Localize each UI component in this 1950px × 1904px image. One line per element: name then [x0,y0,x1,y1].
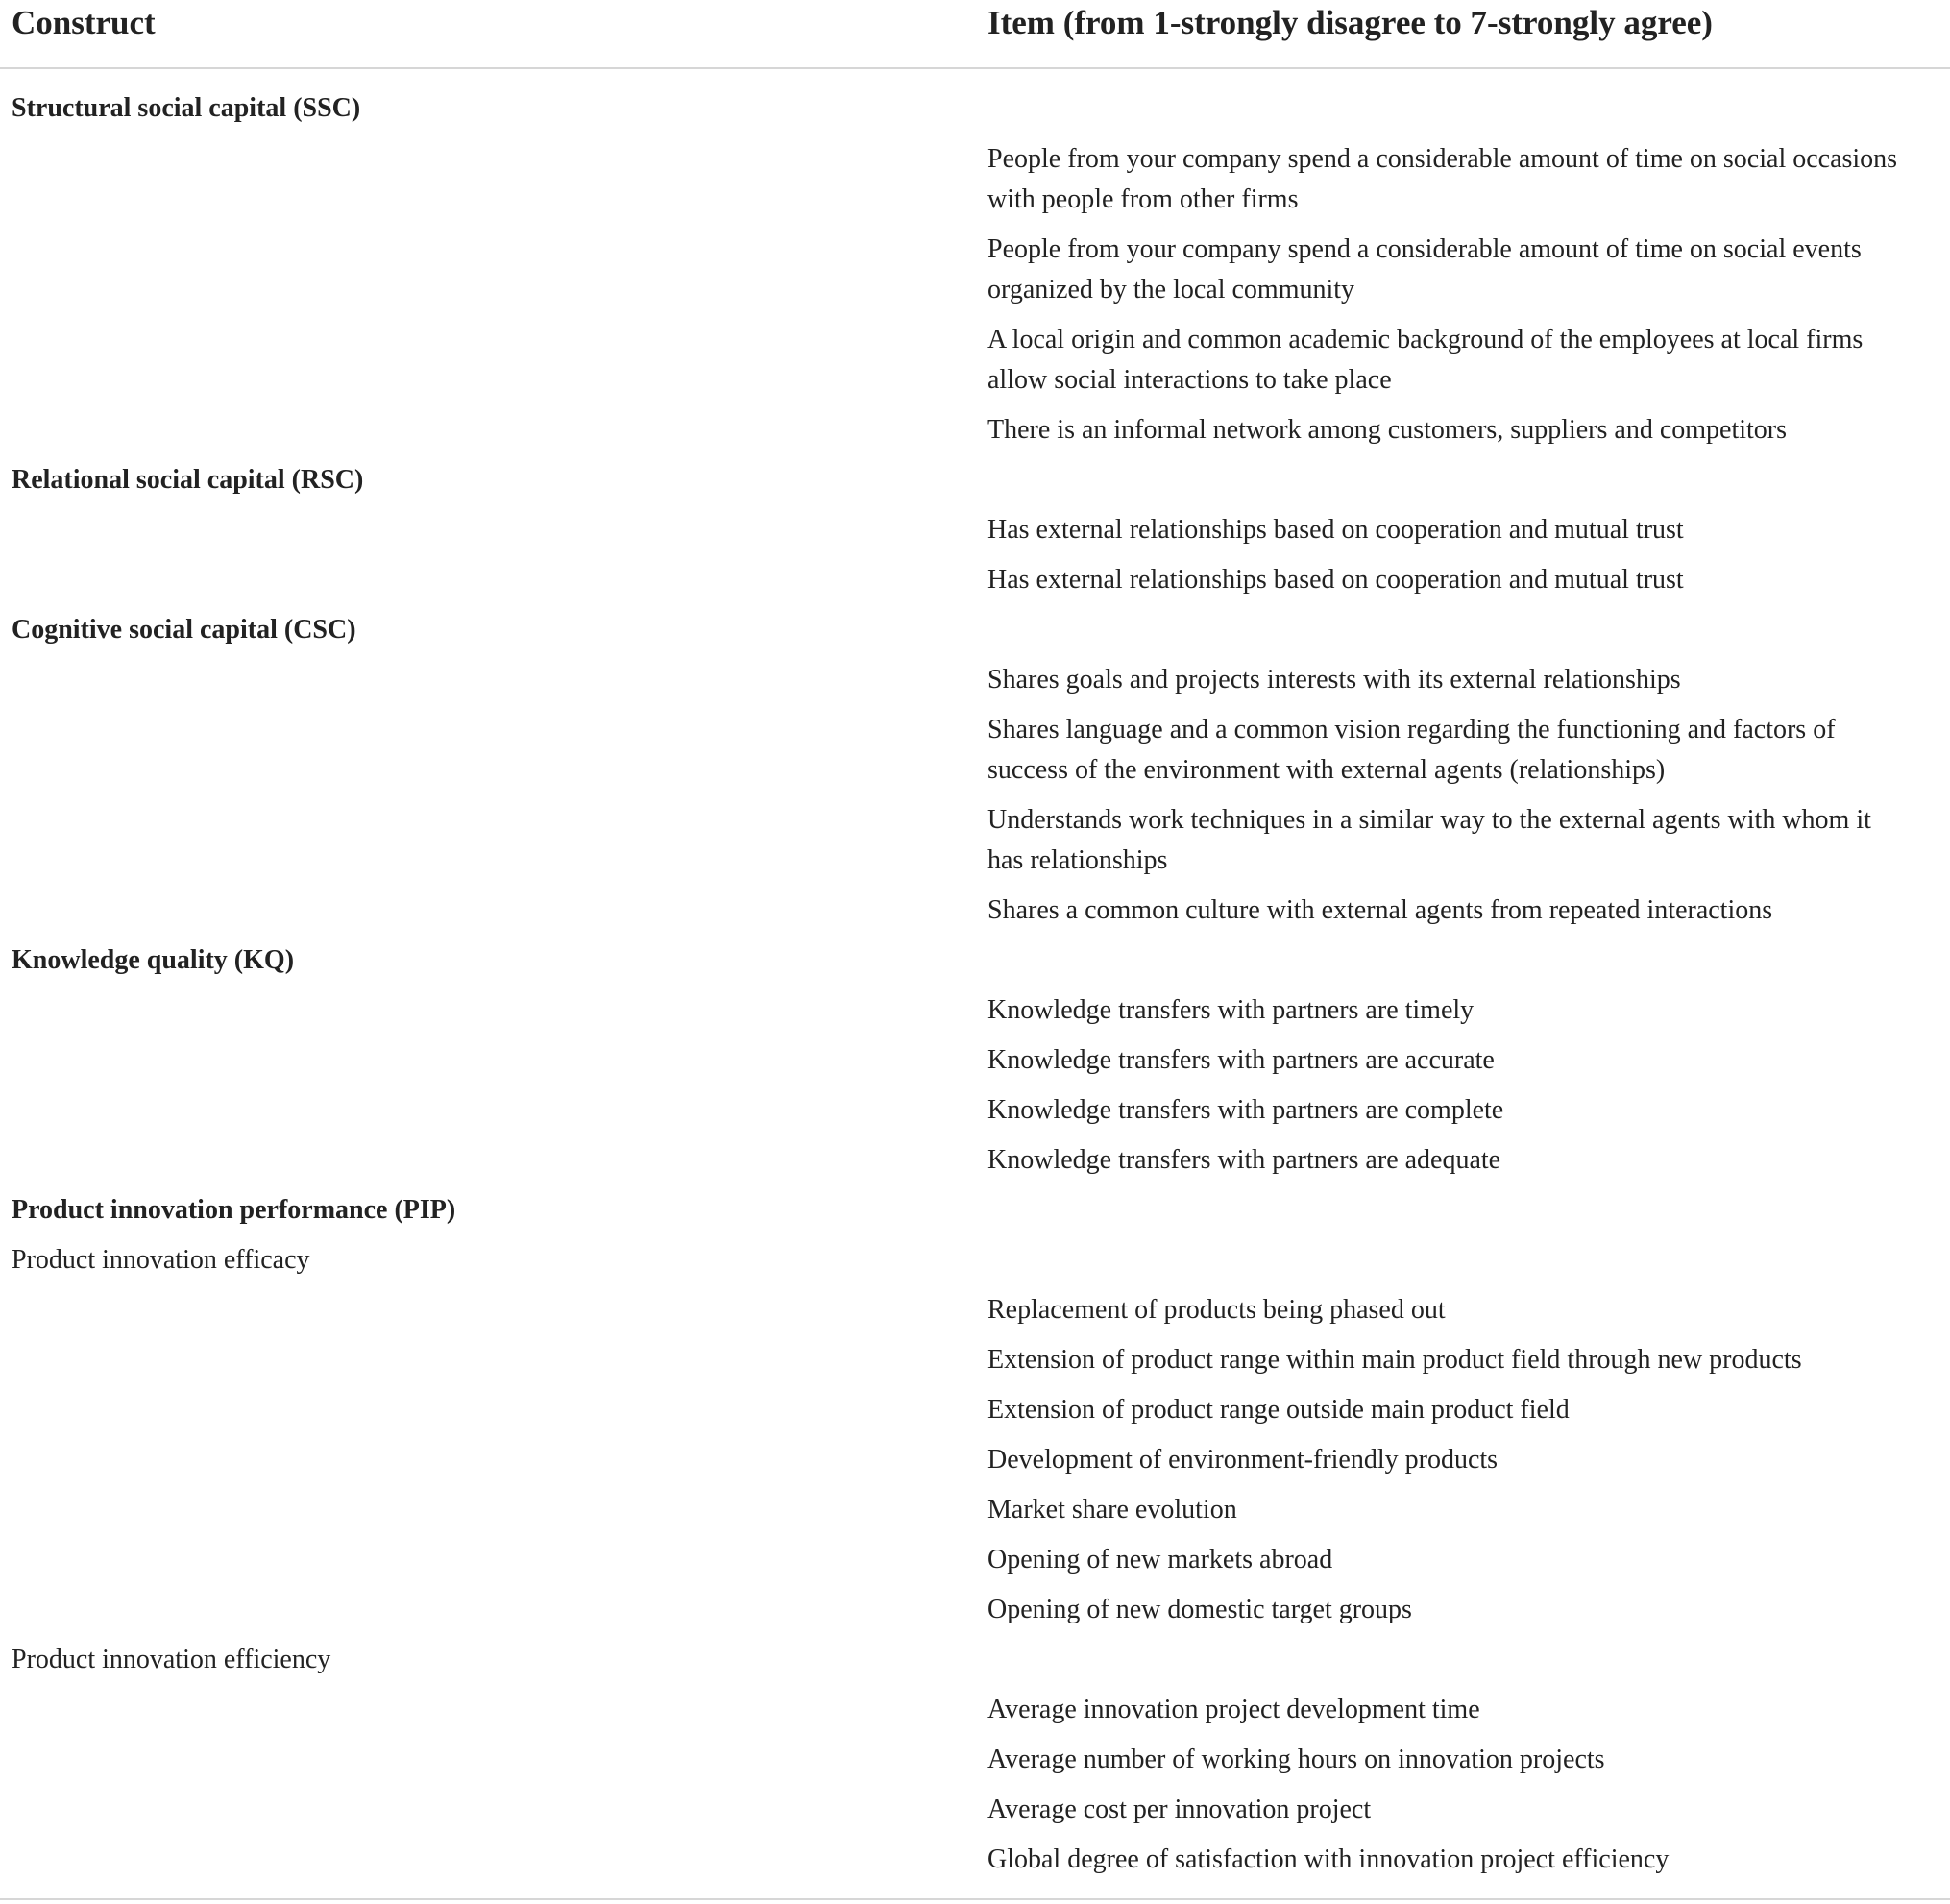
item-ssc-3-line-2: allow social interactions to take place [987,365,1392,395]
item-ssc-1-line-1: People from your company spend a considerable amount of time on social occasions [987,144,1898,174]
item-ssc-4: There is an informal network among customers, suppliers and competitors [987,415,1788,445]
item-ssc-3-line-1: A local origin and common academic background of the employees at local firms [987,325,1864,354]
item-efficiency-1: Average innovation project development time [987,1695,1480,1724]
item-efficacy-6: Opening of new markets abroad [987,1545,1333,1574]
item-kq-4: Knowledge transfers with partners are adequate [987,1145,1501,1175]
item-kq-2: Knowledge transfers with partners are accurate [987,1045,1495,1075]
item-ssc-2-line-1: People from your company spend a considerable amount of time on social events [987,234,1862,264]
construct-pip: Product innovation performance (PIP) [12,1195,456,1225]
column-header-construct: Construct [12,4,156,41]
item-kq-3: Knowledge transfers with partners are complete [987,1095,1504,1125]
item-efficacy-5: Market share evolution [987,1495,1237,1525]
construct-ssc: Structural social capital (SSC) [12,93,361,123]
item-csc-3-line-1: Understands work techniques in a similar way to the external agents with whom it [987,805,1871,835]
item-efficiency-4: Global degree of satisfaction with innovation project efficiency [987,1844,1670,1874]
subconstruct-efficiency: Product innovation efficiency [12,1645,331,1674]
construct-kq: Knowledge quality (KQ) [12,945,295,975]
column-header-item: Item (from 1-strongly disagree to 7-strongly agree) [987,4,1713,41]
item-csc-3-line-2: has relationships [987,845,1168,875]
item-efficiency-2: Average number of working hours on innovation projects [987,1745,1605,1774]
table-bottom-rule [0,1898,1950,1900]
item-ssc-1-line-2: with people from other firms [987,184,1299,214]
item-csc-1: Shares goals and projects interests with its external relationships [987,665,1681,695]
item-efficiency-3: Average cost per innovation project [987,1794,1372,1824]
table-header [0,0,1950,69]
construct-rsc: Relational social capital (RSC) [12,465,364,495]
item-efficacy-4: Development of environment-friendly products [987,1445,1499,1475]
subconstruct-efficacy: Product innovation efficacy [12,1245,310,1275]
item-efficacy-1: Replacement of products being phased out [987,1295,1446,1325]
item-ssc-2-line-2: organized by the local community [987,275,1355,305]
item-csc-4: Shares a common culture with external agents from repeated interactions [987,895,1773,925]
item-rsc-1: Has external relationships based on cooperation and mutual trust [987,515,1684,545]
item-efficacy-3: Extension of product range outside main product field [987,1395,1570,1425]
item-kq-1: Knowledge transfers with partners are timely [987,995,1475,1025]
construct-csc: Cognitive social capital (CSC) [12,615,356,645]
item-csc-2-line-1: Shares language and a common vision regarding the functioning and factors of [987,715,1836,745]
item-rsc-2: Has external relationships based on cooperation and mutual trust [987,565,1684,595]
item-efficacy-2: Extension of product range within main product field through new products [987,1345,1802,1375]
item-csc-2-line-2: success of the environment with external agents (relationships) [987,755,1666,785]
item-efficacy-7: Opening of new domestic target groups [987,1595,1412,1624]
